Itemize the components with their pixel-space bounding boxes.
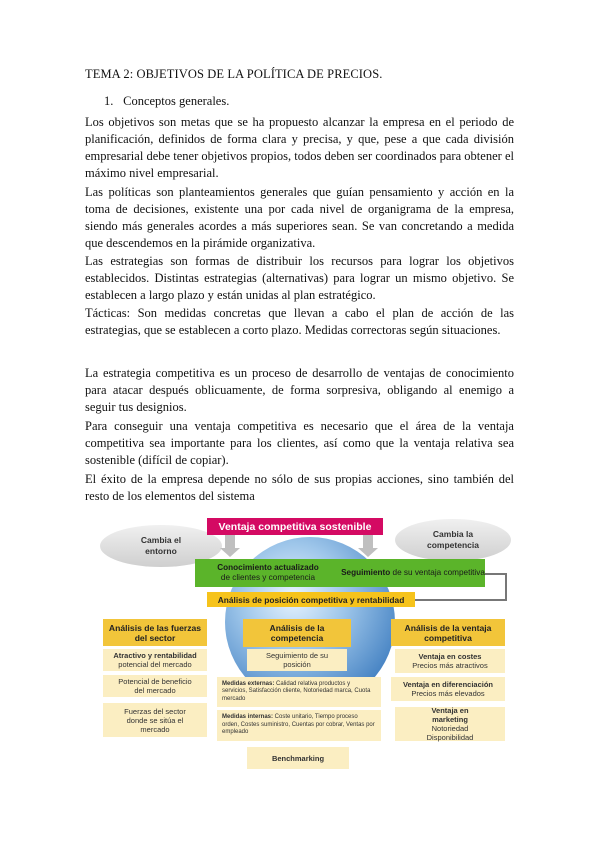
arrowhead-left bbox=[220, 548, 240, 557]
ellipse-cambia-competencia bbox=[395, 519, 511, 561]
cell-text: Precios más atractivos bbox=[412, 661, 488, 670]
cell-fuerzas-sector bbox=[103, 703, 207, 737]
paragraph-estrategias: Las estrategias son formas de distribuir los recursos para lograr los objetivos establecidos. Distintas estrategias (alternativas) para lograr un mismo objetivo. Se establecen a largo plazo y están unidas al plan estratégico. bbox=[85, 254, 514, 302]
cell-bold: Ventaja en costes bbox=[418, 652, 482, 661]
cell-ventaja-costes bbox=[395, 649, 505, 673]
cell-seguimiento-posicion bbox=[247, 649, 347, 671]
box-subtitle: de clientes y competencia bbox=[220, 573, 316, 582]
col-head-ventaja-competitiva: Análisis de la ventaja competitiva bbox=[391, 619, 505, 646]
box-subtitle: de su ventaja competitiva bbox=[390, 568, 485, 577]
cell-bold: Atractivo y rentabilidad bbox=[113, 651, 197, 660]
paragraph-estrategia-competitiva: La estrategia competitiva es un proceso de desarrollo de ventajas de conocimiento para atacar después oblicuamente, de forma sorpresiva, obligando al enemigo a seguir tus designios. bbox=[85, 366, 514, 414]
box-conocimiento-actualizado bbox=[195, 559, 341, 587]
cell-ventaja-diferenciacion bbox=[391, 677, 505, 701]
arrow-down-right bbox=[363, 535, 373, 549]
cell-text: Coste unitario, Tiempo proceso orden, Costes suministro, Cuentas por cobrar, Ventas por empleado bbox=[222, 714, 375, 736]
connector-line bbox=[505, 573, 507, 601]
cell-text: Seguimiento de su posición bbox=[265, 651, 329, 669]
cell-text bbox=[222, 714, 376, 737]
list-item bbox=[104, 94, 229, 109]
box-text bbox=[341, 568, 485, 578]
cell-medidas-internas bbox=[217, 710, 381, 741]
col-head-fuerzas-sector: Análisis de las fuerzas del sector bbox=[103, 619, 207, 646]
cell-text: Calidad relativa productos y servicios, Satisfacción cliente, Notoriedad marca, Cuota mercado bbox=[222, 680, 371, 702]
cell-text: Notoriedad Disponibilidad bbox=[426, 724, 474, 742]
col-head-analisis-competencia: Análisis de la competencia bbox=[243, 619, 351, 647]
paragraph-exito-empresa: El éxito de la empresa depende no sólo de sus propias acciones, sino también del resto de los elementos del sistema bbox=[85, 472, 514, 503]
cell-text bbox=[222, 681, 376, 704]
cell-atractivo-rentabilidad bbox=[103, 649, 207, 671]
cell-potencial-beneficio bbox=[103, 675, 207, 697]
connector-line bbox=[415, 599, 507, 601]
arrowhead-right bbox=[358, 548, 378, 557]
cell-benchmarking: Benchmarking bbox=[247, 747, 349, 769]
ellipse-label: Cambia la competencia bbox=[427, 529, 479, 550]
connector-line bbox=[485, 573, 507, 575]
document-title: TEMA 2: OBJETIVOS DE LA POLÍTICA DE PRECIOS. bbox=[85, 67, 383, 81]
paragraph-objetivos: Los objetivos son metas que se ha propuesto alcanzar la empresa en el periodo de planificación, definidos de forma clara y precisa, y que, pese a que cada división empresarial debe tener objetivos propios, todos deben ser coordinados para obtener el máximo nivel empresarial. bbox=[85, 115, 514, 180]
box-title: Conocimiento actualizado bbox=[217, 563, 319, 572]
cell-bold: Medidas externas: bbox=[222, 680, 275, 687]
cell-text: potencial del mercado bbox=[118, 660, 192, 669]
ellipse-label: Cambia el entorno bbox=[140, 535, 182, 556]
cell-bold: Ventaja en marketing bbox=[431, 706, 469, 724]
box-seguimiento-ventaja bbox=[341, 559, 485, 587]
arrow-down-left bbox=[225, 535, 235, 549]
paragraph-ventaja-competitiva: Para conseguir una ventaja competitiva es necesario que el área de la ventaja competitiva sea importante para los clientes, así como que la ventaja relativa sea sostenible (difícil de copiar). bbox=[85, 419, 514, 467]
box-title: Seguimiento bbox=[341, 568, 391, 577]
bar-analisis-posicion: Análisis de posición competitiva y rentabilidad bbox=[207, 592, 415, 607]
cell-bold: Ventaja en diferenciación bbox=[402, 680, 494, 689]
cell-bold: Medidas internas: bbox=[222, 714, 274, 721]
paragraph-politicas: Las políticas son planteamientos generales que guían pensamiento y acción en la toma de decisiones, existente una por cada nivel de organigrama de la empresa, siendo más generales acordes a más superiores sean. Se van concretando a medida que descendemos en la pirámide organizativa. bbox=[85, 185, 514, 250]
cell-medidas-externas bbox=[217, 677, 381, 707]
cell-text: Fuerzas del sector donde se sitúa el mercado bbox=[124, 706, 186, 734]
list-number: 1. bbox=[104, 94, 114, 108]
list-label: Conceptos generales. bbox=[123, 94, 230, 108]
cell-ventaja-marketing bbox=[395, 707, 505, 741]
cell-text: Potencial de beneficio del mercado bbox=[118, 677, 192, 695]
competitive-advantage-diagram bbox=[95, 517, 515, 770]
cell-text: Precios más elevados bbox=[411, 689, 485, 698]
paragraph-tacticas: Tácticas: Son medidas concretas que llevan a cabo el plan de acción de las estrategias, que se establecen a corto plazo. Medidas correctoras según situaciones. bbox=[85, 306, 514, 337]
banner-ventaja-sostenible: Ventaja competitiva sostenible bbox=[207, 518, 383, 535]
